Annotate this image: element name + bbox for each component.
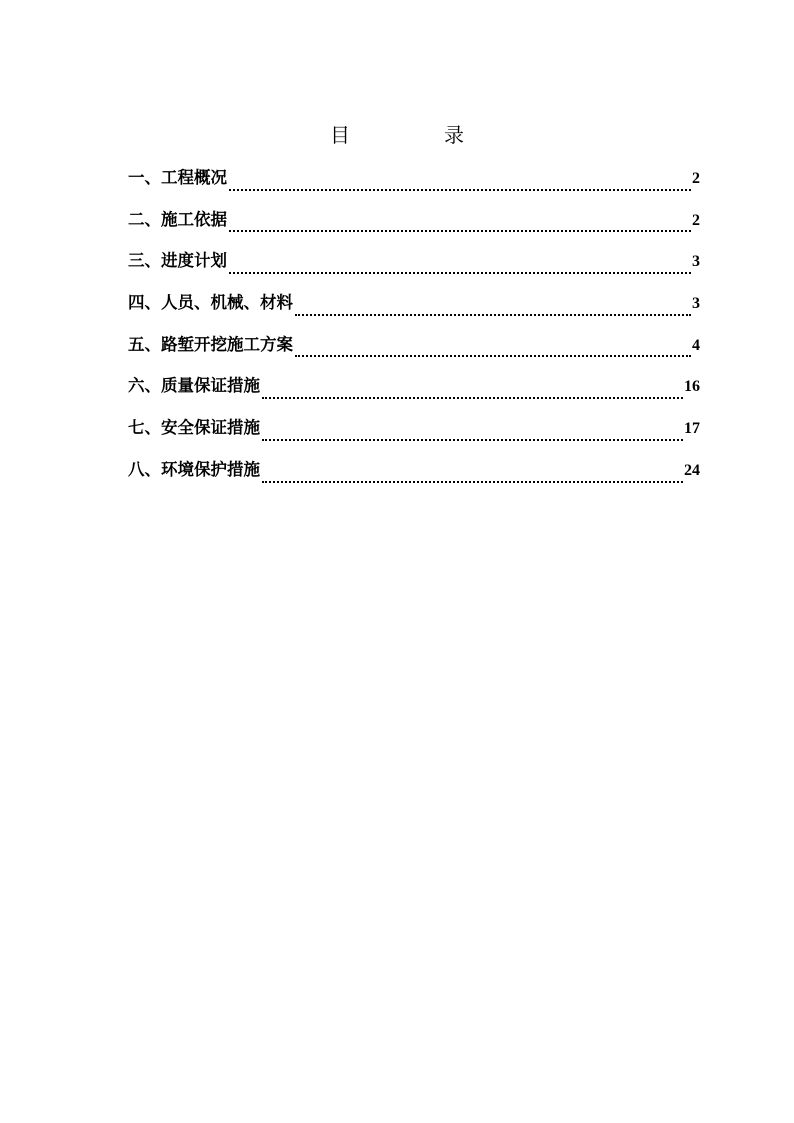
toc-entry-page-number: 3 [692,253,700,271]
toc-entry-leader [262,397,683,399]
toc-entry-page-number: 2 [692,170,700,187]
toc-entry-page-number: 17 [684,420,700,438]
toc-entry-leader [229,230,691,232]
toc-entry-label: 三、进度计划 [128,251,227,271]
toc-entry-label: 二、施工依据 [128,209,227,229]
toc-entry-label: 五、路堑开挖施工方案 [128,334,293,354]
toc-entry[interactable] [128,291,700,333]
toc-title-gap [350,122,444,148]
toc-entry[interactable] [128,208,700,250]
toc-entry[interactable] [128,374,700,416]
toc-entry-label: 四、人员、机械、材料 [128,293,293,313]
toc-entry-leader [262,481,683,483]
toc-entry-leader [229,189,691,191]
toc-entry-label: 六、质量保证措施 [128,376,260,396]
toc-entry-leader [229,272,691,274]
toc-title [0,122,794,148]
toc-entry-page-number: 4 [692,336,700,354]
toc-entry-label: 七、安全保证措施 [128,418,260,438]
toc-title-char-2: 录 [444,123,464,147]
toc-entry-page-number: 2 [692,211,700,229]
toc-entry[interactable] [128,458,700,500]
toc-entry-leader [262,439,683,441]
toc-entry-page-number: 24 [684,461,700,479]
toc-entry[interactable] [128,416,700,458]
toc-entry-label: 八、环境保护措施 [128,459,260,479]
toc-entry[interactable] [128,249,700,291]
toc-list [128,166,700,500]
toc-entry[interactable] [128,166,700,208]
toc-entry-leader [295,314,691,316]
toc-title-char-1: 目 [330,123,350,147]
toc-entry[interactable] [128,333,700,375]
toc-entry-page-number: 16 [684,378,700,396]
toc-entry-label: 一、工程概况 [128,168,227,187]
toc-entry-page-number: 3 [692,295,700,313]
toc-entry-leader [295,355,691,357]
